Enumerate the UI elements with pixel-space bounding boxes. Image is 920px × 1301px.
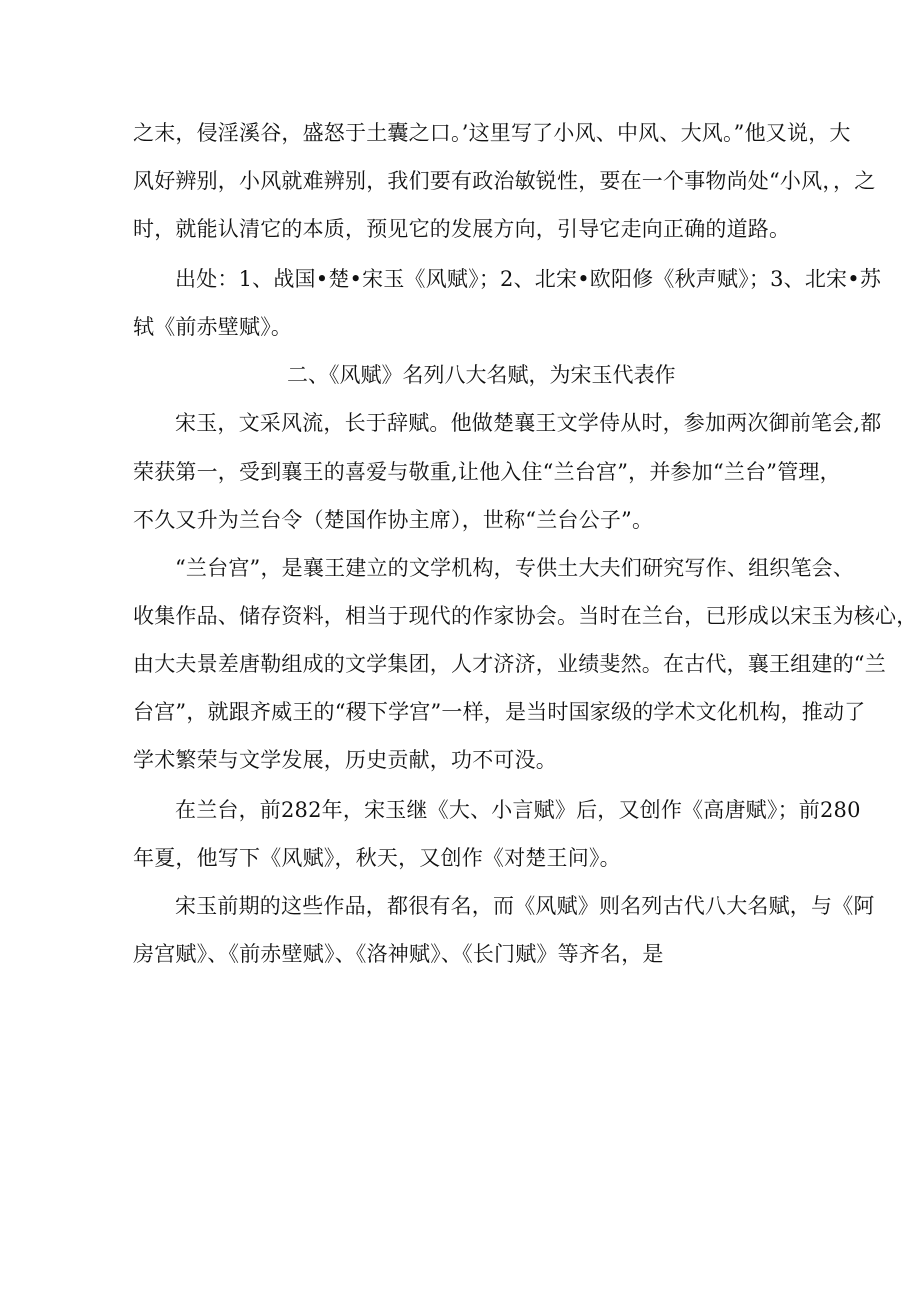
paragraph-line: 宋玉，文采风流，长于辞赋。他做楚襄王文学侍从时，参加两次御前笔会,都 <box>175 411 882 435</box>
paragraph-line: 年夏，他写下《风赋》，秋天，又创作《对楚王问》。 <box>133 846 621 870</box>
source-line: 出处：1、战国•楚•宋玉《风赋》；2、北宋•欧阳修《秋声赋》；3、北宋•苏 <box>175 267 882 291</box>
paragraph-line: 由大夫景差唐勒组成的文学集团，人才济济，业绩斐然。在古代，襄王组建的“兰 <box>133 652 886 676</box>
section-heading: 二、《风赋》名列八大名赋，为宋玉代表作 <box>287 363 676 387</box>
paragraph-line: “兰台宫”，是襄王建立的文学机构，专供土大夫们研究写作、组织笔会、 <box>175 556 855 580</box>
paragraph-line: 之末，侵淫溪谷，盛怒于土囊之口。’这里写了小风、中风、大风。”他又说，大 <box>133 121 851 145</box>
paragraph-line: 时，就能认清它的本质，预见它的发展方向，引导它走向正确的道路。 <box>133 217 791 241</box>
paragraph-line: 在兰台，前282年，宋玉继《大、小言赋》后，又创作《高唐赋》；前280 <box>175 798 861 822</box>
paragraph-line: 宋玉前期的这些作品，都很有名，而《风赋》则名列古代八大名赋，与《阿 <box>175 894 875 918</box>
source-line: 轼《前赤壁赋》。 <box>133 315 293 339</box>
paragraph-line: 不久又升为兰台令（楚国作协主席），世称“兰台公子”。 <box>133 508 654 532</box>
paragraph-line: 房宫赋》、《前赤壁赋》、《洛神赋》、《长门赋》等齐名，是 <box>133 942 664 966</box>
paragraph-line: 收集作品、储存资料，相当于现代的作家协会。当时在兰台，已形成以宋玉为核心， <box>133 604 918 628</box>
paragraph-line: 学术繁荣与文学发展，历史贡献，功不可没。 <box>133 748 557 772</box>
paragraph-line: 风好辨别，小风就难辨别，我们要有政治敏锐性，要在一个事物尚处“小风，，之 <box>133 169 876 193</box>
paragraph-line: 荣获第一，受到襄王的喜爱与敬重,让他入住“兰台宫”，并参加“兰台”管理， <box>133 460 841 484</box>
paragraph-line: 台宫”，就跟齐威王的“稷下学宫”一样，是当时国家级的学术文化机构，推动了 <box>133 700 866 724</box>
